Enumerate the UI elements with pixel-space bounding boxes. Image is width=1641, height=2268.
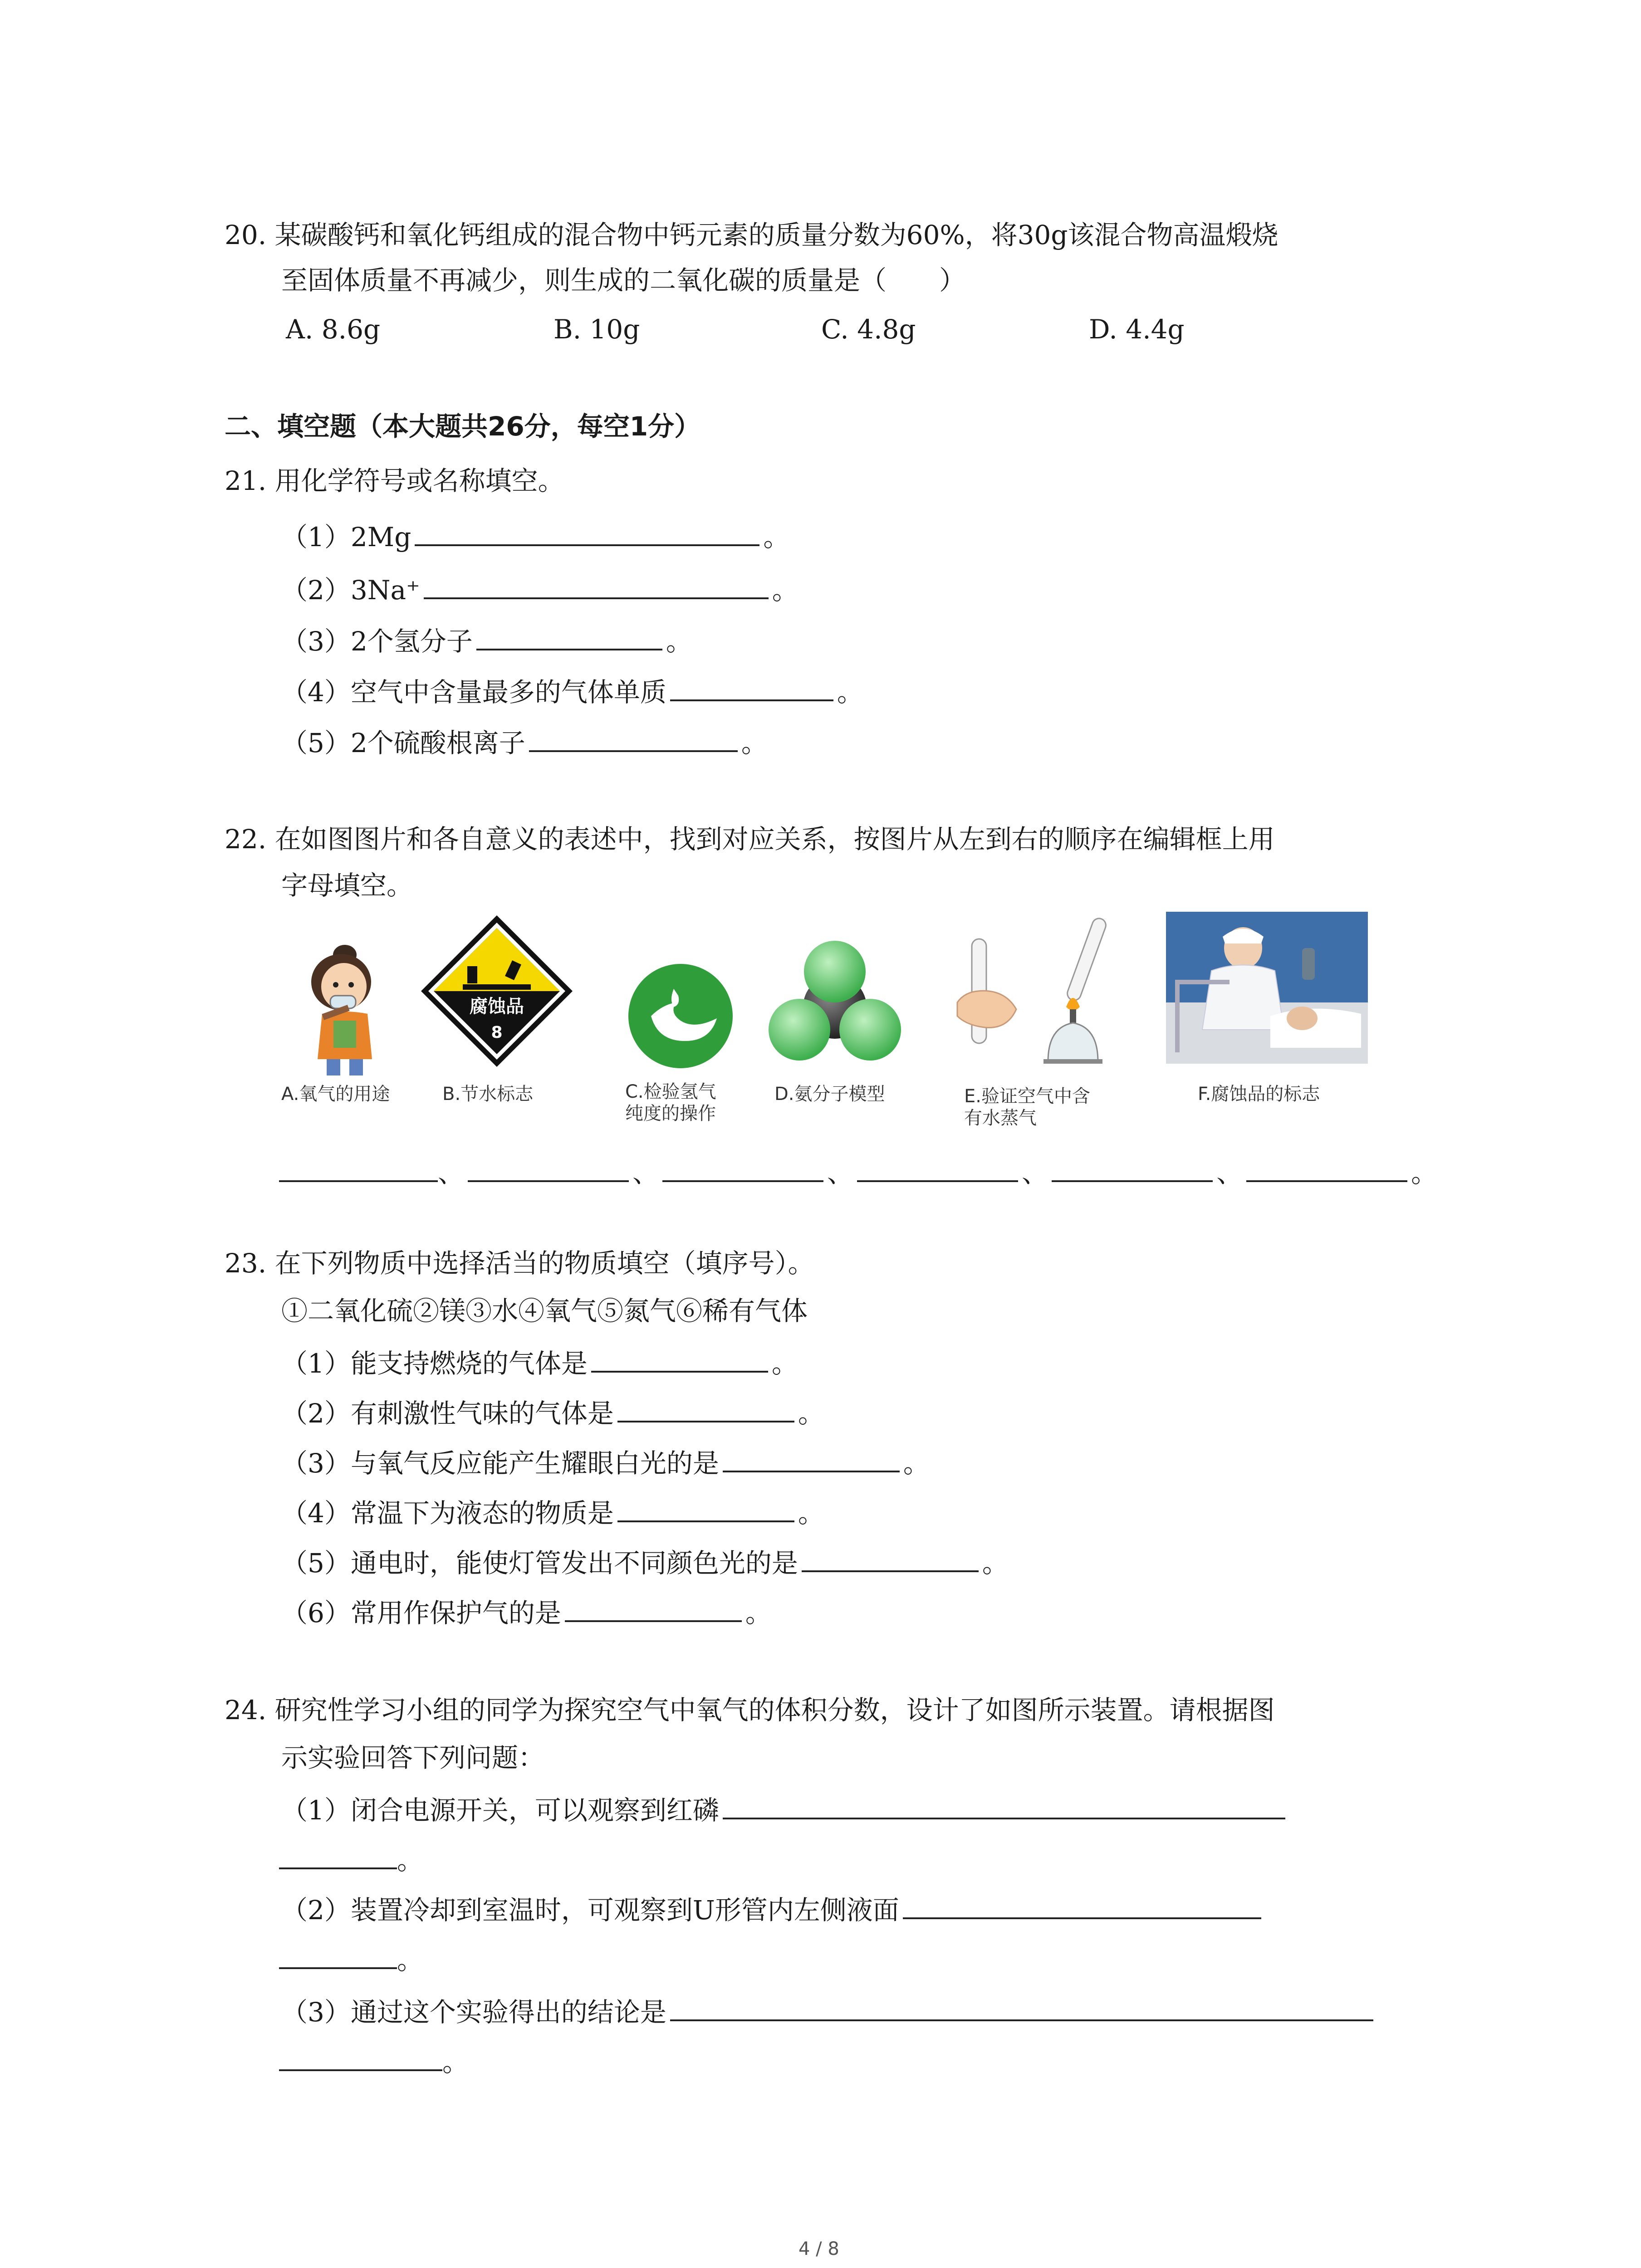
caption-a: A.氧气的用途 (281, 1084, 390, 1105)
period: 。 (745, 1598, 772, 1628)
period: 。 (442, 2047, 469, 2077)
q20-line2: 至固体质量不再减少，则生成的二氧化碳的质量是（ ） (281, 265, 966, 296)
q22-line1: 22. 在如图图片和各自意义的表述中，找到对应关系，按图片从左到右的顺序在编辑框上用 (225, 824, 1275, 855)
q23-substance-list: ①二氧化硫②镁③水④氧气⑤氮气⑥稀有气体 (281, 1295, 808, 1326)
q21-stem: 21. 用化学符号或名称填空。 (225, 465, 564, 496)
q21-item-2 (281, 569, 798, 608)
q24-line1: 24. 研究性学习小组的同学为探究空气中氧气的体积分数，设计了如图所示装置。请根据图 (225, 1695, 1275, 1725)
q20-line1: 20. 某碳酸钙和氧化钙组成的混合物中钙元素的质量分数为60%，将30g该混合物高温煅烧 (225, 220, 1279, 250)
q21-item-4-label: （4）空气中含量最多的气体单质 (281, 677, 666, 708)
separator: 、 (1216, 1158, 1243, 1188)
q20-option-c: C. 4.8g (821, 314, 916, 345)
period: 。 (982, 1548, 1009, 1579)
answer-blank[interactable] (670, 671, 833, 701)
period: 。 (666, 626, 692, 657)
q21-item-1-label: （1）2Mg (281, 522, 411, 552)
q20-option-a: A. 8.6g (286, 314, 381, 345)
answer-blank[interactable] (565, 1592, 742, 1622)
answer-blank[interactable] (723, 1442, 900, 1472)
period: 。 (772, 575, 798, 606)
separator: 、 (1022, 1158, 1048, 1188)
q21-item-3 (281, 621, 692, 660)
q23-item-6 (281, 1592, 772, 1631)
q23-item-1-label: （1）能支持燃烧的气体是 (281, 1348, 588, 1379)
answer-blank[interactable] (279, 1939, 397, 1969)
sign-number: 8 (491, 1023, 503, 1042)
answer-blank[interactable] (670, 1991, 1373, 2021)
corrosive-sign-picture (417, 912, 576, 1070)
q23-item-5 (281, 1542, 1009, 1581)
q24-item-1-label: （1）闭合电源开关，可以观察到红磷 (281, 1795, 719, 1826)
q21-item-1 (281, 516, 789, 555)
caption-c-line1: C.检验氢气 (625, 1081, 716, 1102)
period: 。 (798, 1398, 824, 1429)
answer-blank[interactable] (468, 1152, 629, 1182)
q20-option-d: D. 4.4g (1089, 314, 1185, 345)
q21-item-5-label: （5）2个硫酸根离子 (281, 728, 525, 758)
q24-item-3 (281, 1991, 1377, 2030)
period: 。 (903, 1448, 930, 1479)
q24-item-1-cont (279, 1839, 423, 1878)
caption-b: B.节水标志 (442, 1084, 534, 1105)
answer-blank[interactable] (723, 1789, 1285, 1819)
period: 。 (763, 522, 790, 552)
period: 。 (771, 1348, 798, 1379)
answer-blank[interactable] (476, 621, 662, 650)
q23-stem: 23. 在下列物质中选择活当的物质填空（填序号）。 (225, 1248, 814, 1279)
q20-option-b: B. 10g (554, 314, 640, 345)
answer-blank[interactable] (279, 2041, 442, 2071)
q22-answer-row (279, 1152, 1437, 1191)
q23-item-3-label: （3）与氧气反应能产生耀眼白光的是 (281, 1448, 719, 1479)
section-2-title: 二、填空题（本大题共26分，每空1分） (225, 411, 701, 442)
q24-item-2 (281, 1889, 1265, 1928)
water-saving-logo-picture (626, 962, 735, 1070)
caption-c-line2: 纯度的操作 (625, 1103, 716, 1124)
answer-blank[interactable] (617, 1393, 794, 1422)
q23-item-4 (281, 1492, 824, 1531)
page-number: 4 / 8 (798, 2239, 839, 2259)
period: 。 (397, 1845, 424, 1876)
caption-d: D.氨分子模型 (774, 1084, 885, 1105)
answer-blank[interactable] (279, 1152, 438, 1182)
q23-item-3 (281, 1442, 930, 1481)
answer-blank[interactable] (1052, 1152, 1213, 1182)
caption-e-line1: E.验证空气中含 (964, 1086, 1090, 1107)
period: 。 (837, 677, 863, 708)
girl-oxygen-picture (290, 941, 399, 1077)
q21-item-3-label: （3）2个氢分子 (281, 626, 473, 657)
q24-line2: 示实验回答下列问题： (281, 1742, 545, 1773)
q23-item-6-label: （6）常用作保护气的是 (281, 1598, 561, 1628)
separator: 、 (438, 1158, 465, 1188)
separator: 、 (632, 1158, 659, 1188)
period: 。 (397, 1945, 424, 1975)
q23-item-2 (281, 1393, 824, 1432)
q23-item-5-label: （5）通电时，能使灯管发出不同颜色光的是 (281, 1548, 798, 1579)
answer-blank[interactable] (424, 569, 769, 599)
caption-e-line2: 有水蒸气 (964, 1108, 1037, 1129)
q24-item-1 (281, 1789, 1289, 1828)
answer-blank[interactable] (857, 1152, 1018, 1182)
q21-item-2-label: （2）3Na⁺ (281, 575, 420, 606)
answer-blank[interactable] (1246, 1152, 1407, 1182)
period: 。 (798, 1498, 824, 1529)
q24-item-3-cont (279, 2041, 469, 2080)
answer-blank[interactable] (529, 722, 738, 752)
sign-text: 腐蚀品 (470, 996, 524, 1017)
q22-line2: 字母填空。 (281, 870, 413, 901)
q24-item-2-label: （2）装置冷却到室温时，可观察到U形管内左侧液面 (281, 1895, 899, 1926)
answer-blank[interactable] (617, 1492, 794, 1522)
answer-blank[interactable] (903, 1889, 1261, 1919)
q23-item-4-label: （4）常温下为液态的物质是 (281, 1498, 614, 1529)
q21-item-5 (281, 722, 768, 761)
period: 。 (1411, 1158, 1438, 1188)
q21-item-4 (281, 671, 863, 710)
ammonia-model-picture (762, 939, 907, 1080)
separator: 、 (827, 1158, 854, 1188)
q23-item-2-label: （2）有刺激性气味的气体是 (281, 1398, 614, 1429)
answer-blank[interactable] (662, 1152, 823, 1182)
q24-item-3-label: （3）通过这个实验得出的结论是 (281, 1997, 666, 2028)
q23-item-1 (281, 1343, 798, 1382)
hydrogen-test-picture (953, 912, 1134, 1070)
q24-item-2-cont (279, 1939, 423, 1978)
answer-blank[interactable] (591, 1343, 768, 1373)
oxygen-use-photo (1166, 912, 1368, 1064)
answer-blank[interactable] (415, 516, 759, 546)
caption-f: F.腐蚀品的标志 (1198, 1084, 1320, 1105)
period: 。 (741, 728, 768, 758)
answer-blank[interactable] (802, 1542, 979, 1572)
answer-blank[interactable] (279, 1839, 397, 1869)
